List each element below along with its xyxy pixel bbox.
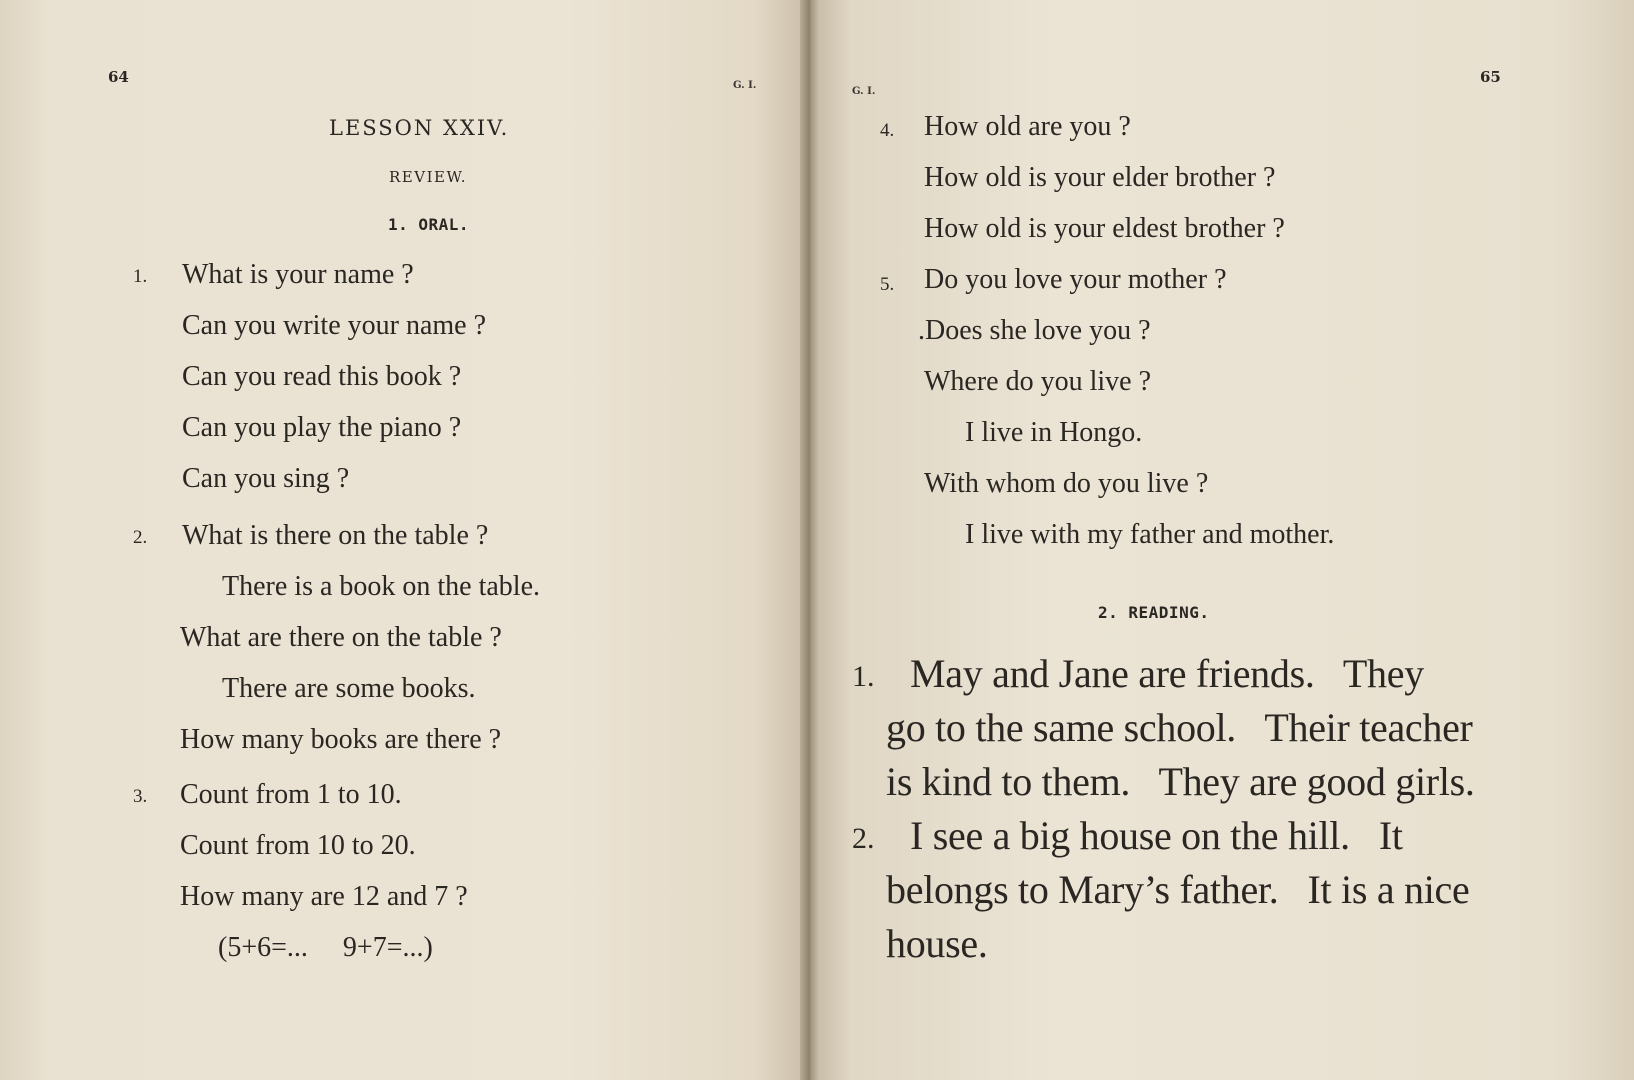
text-line: With whom do you live ? — [924, 468, 1209, 499]
item-number: 1. — [133, 266, 148, 287]
reading-line: house. — [886, 921, 988, 966]
signature-mark: G. I. — [852, 86, 876, 97]
right-page — [810, 0, 1634, 1080]
item-number: 4. — [880, 120, 895, 141]
text-line: What are there on the table ? — [180, 622, 502, 653]
reading-line: May and Jane are friends. They — [910, 651, 1424, 696]
text-line: Can you sing ? — [182, 463, 350, 494]
text-line: Count from 1 to 10. — [180, 779, 402, 810]
text-line: What is there on the table ? — [182, 520, 489, 551]
text-line: Can you read this book ? — [182, 361, 462, 392]
text-line: How old are you ? — [924, 111, 1131, 142]
item-number: 5. — [880, 274, 895, 295]
text-line: Do you love your mother ? — [924, 264, 1227, 295]
text-line: How old is your eldest brother ? — [924, 213, 1285, 244]
text-line: There is a book on the table. — [222, 571, 541, 602]
text-line: What is your name ? — [182, 259, 414, 290]
page-number: 65 — [1480, 68, 1501, 86]
text-line: Can you play the piano ? — [182, 412, 462, 443]
item-number: 1. — [852, 660, 875, 693]
book-gutter — [800, 0, 820, 1080]
left-page — [0, 0, 810, 1080]
text-line: I live with my father and mother. — [965, 519, 1335, 550]
text-line: Count from 10 to 20. — [180, 830, 416, 861]
text-line: How old is your elder brother ? — [924, 162, 1276, 193]
item-number: 3. — [133, 786, 148, 807]
signature-mark: G. I. — [733, 80, 757, 91]
item-number: 2. — [133, 527, 148, 548]
section-heading: 1. ORAL. — [388, 215, 470, 234]
text-line: How many books are there ? — [180, 724, 502, 755]
lesson-title: LESSON XXIV. — [329, 116, 510, 140]
text-line: I live in Hongo. — [965, 417, 1143, 448]
text-line: Can you write your name ? — [182, 310, 487, 341]
reading-line: belongs to Mary’s father. It is a nice — [886, 867, 1470, 912]
section-heading: 2. READING. — [1098, 603, 1210, 622]
item-number: 2. — [852, 822, 875, 855]
text-line: How many are 12 and 7 ? — [180, 881, 468, 912]
lesson-subtitle: REVIEW. — [389, 168, 468, 186]
text-line: There are some books. — [222, 673, 476, 704]
text-line: .Does she love you ? — [918, 315, 1151, 346]
equation-line: (5+6=... 9+7=...) — [218, 932, 433, 963]
reading-line: go to the same school. Their teacher — [886, 705, 1473, 750]
reading-line: is kind to them. They are good girls. — [886, 759, 1475, 804]
reading-line: I see a big house on the hill. It — [910, 813, 1403, 858]
text-line: Where do you live ? — [924, 366, 1152, 397]
page-number: 64 — [108, 68, 129, 86]
